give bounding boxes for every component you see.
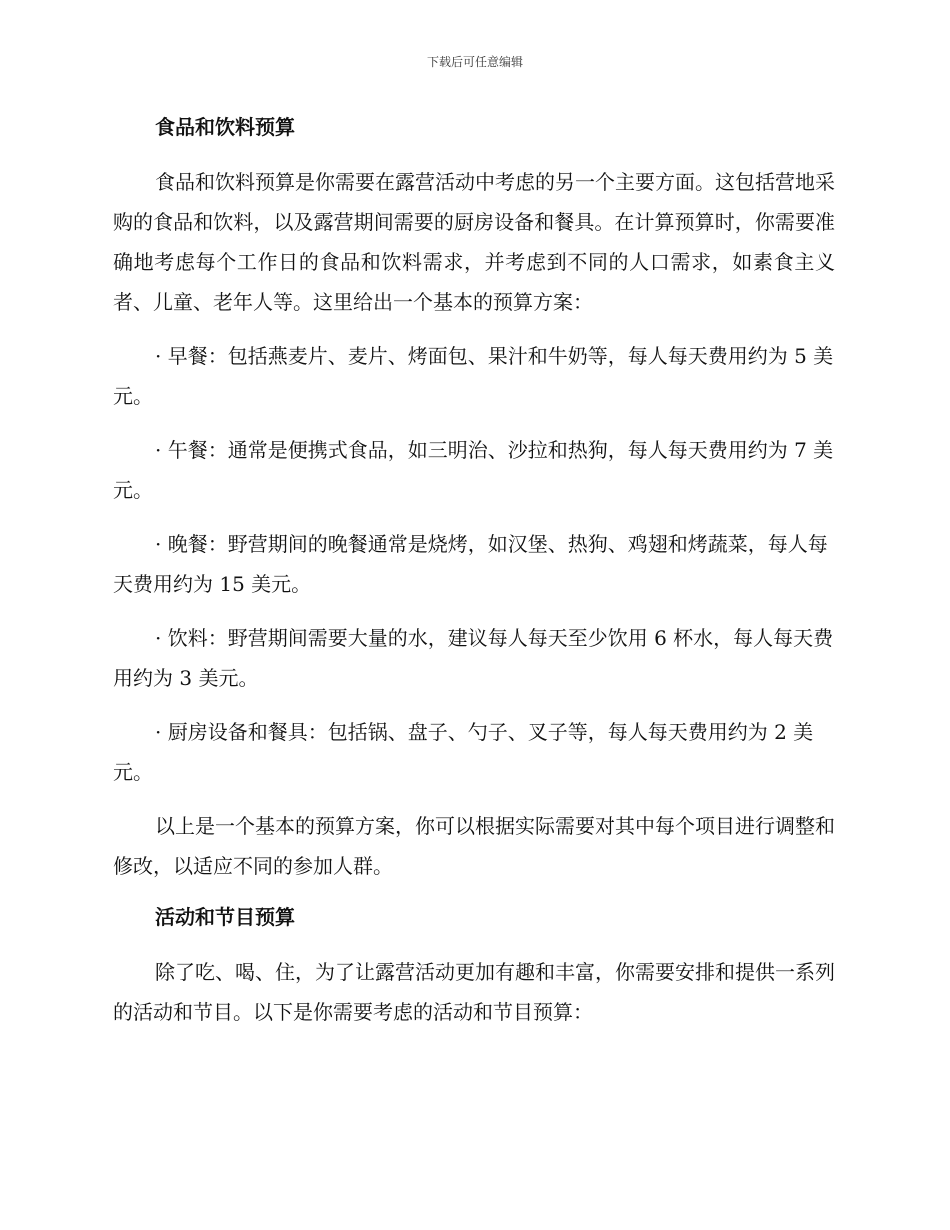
section-heading-food: 食品和饮料预算 — [155, 115, 295, 139]
list-item-lunch: · 午餐：通常是便携式食品，如三明治、沙拉和热狗，每人每天费用约为 7 美元。 — [113, 438, 834, 502]
section-heading-activities: 活动和节目预算 — [155, 905, 295, 929]
list-item-breakfast: · 早餐：包括燕麦片、麦片、烤面包、果汁和牛奶等，每人每天费用约为 5 美元。 — [113, 344, 834, 408]
document-body — [113, 110, 835, 1046]
list-item-kitchen: · 厨房设备和餐具：包括锅、盘子、勺子、叉子等，每人每天费用约为 2 美元。 — [113, 720, 814, 784]
list-item-drinks: · 饮料：野营期间需要大量的水，建议每人每天至少饮用 6 杯水，每人每天费用约为 3 美元。 — [113, 626, 834, 690]
activities-intro-paragraph: 除了吃、喝、住，为了让露营活动更加有趣和丰富，你需要安排和提供一系列的活动和节目。以下是你需要考虑的活动和节目预算： — [113, 960, 835, 1024]
page-header-note: 下载后可任意编辑 — [426, 55, 523, 69]
food-intro-paragraph: 食品和饮料预算是你需要在露营活动中考虑的另一个主要方面。这包括营地采购的食品和饮料，以及露营期间需要的厨房设备和餐具。在计算预算时，你需要准确地考虑每个工作日的食品和饮料需求，并考虑到不同的人口需求，如素食主义者、儿童、老年人等。这里给出一个基本的预算方案： — [113, 170, 835, 314]
list-item-dinner: · 晚餐：野营期间的晚餐通常是烧烤，如汉堡、热狗、鸡翅和烤蔬菜，每人每天费用约为 15 美元。 — [113, 532, 828, 596]
food-conclusion-paragraph: 以上是一个基本的预算方案，你可以根据实际需要对其中每个项目进行调整和修改，以适应不同的参加人群。 — [113, 814, 835, 878]
